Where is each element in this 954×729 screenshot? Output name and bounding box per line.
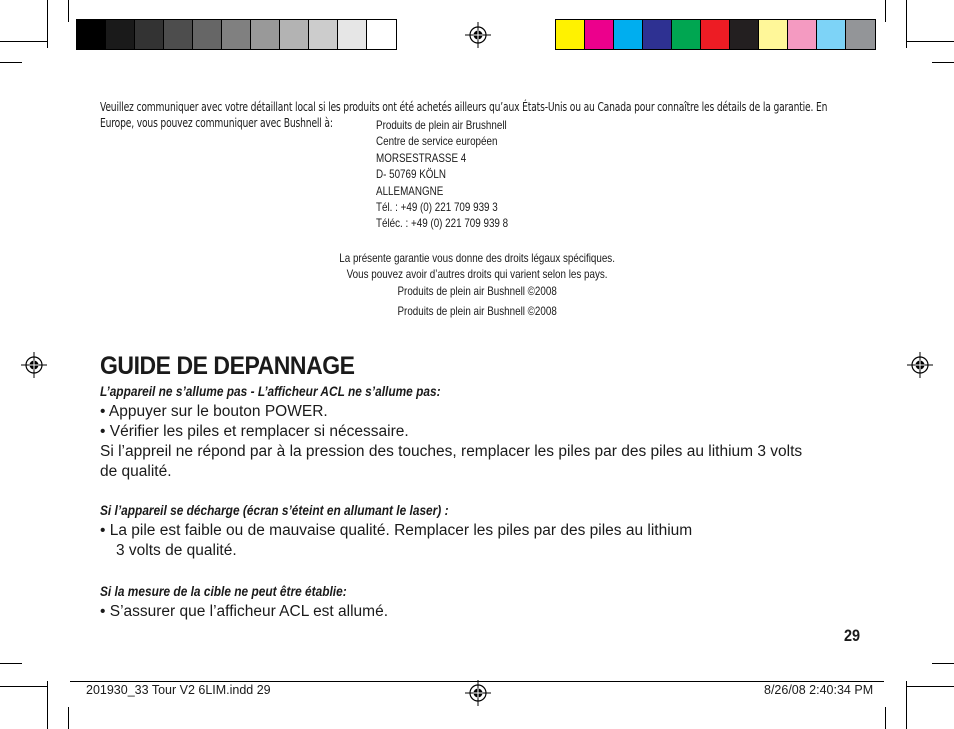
color-swatch	[614, 20, 643, 49]
bullet-item: • La pile est faible ou de mauvaise qualité. Remplacer les piles par des piles au lithium	[100, 522, 693, 539]
color-swatch	[338, 20, 367, 49]
slug-timestamp: 8/26/08 2:40:34 PM	[764, 683, 874, 697]
registration-mark-icon	[465, 22, 491, 48]
crop-mark	[0, 686, 48, 687]
bullet-continuation: 3 volts de qualité.	[116, 542, 237, 559]
color-swatch	[846, 20, 875, 49]
color-swatch	[135, 20, 164, 49]
crop-mark	[0, 62, 22, 63]
registration-mark-icon	[907, 352, 933, 378]
rights-line-1: La présente garantie vous donne des droits légaux spécifiques.	[339, 251, 615, 265]
color-swatch	[730, 20, 759, 49]
color-swatch	[193, 20, 222, 49]
warranty-line-1: Veuillez communiquer avec votre détaillant local si les produits ont été achetés ailleurs qu’aux États-Unis ou au Canada pour connaître les détails de la garantie. En	[100, 100, 828, 114]
address-line: Tél. : +49 (0) 221 709 939 3	[376, 200, 498, 215]
crop-mark	[932, 62, 954, 63]
bullet-item: • S’assurer que l’afficheur ACL est allumé.	[100, 603, 389, 620]
color-swatch	[164, 20, 193, 49]
address-line: ALLEMANGNE	[376, 183, 444, 198]
section-heading: Si l’appareil se décharge (écran s’éteint en allumant le laser) :	[100, 502, 449, 518]
address-line: Téléc. : +49 (0) 221 709 939 8	[376, 216, 509, 231]
crop-mark	[906, 41, 954, 42]
service-center-address	[376, 117, 508, 232]
color-swatch	[817, 20, 846, 49]
crop-mark	[47, 681, 48, 729]
crop-mark	[906, 686, 954, 687]
color-swatch	[759, 20, 788, 49]
address-line: Centre de service européen	[376, 134, 498, 149]
crop-mark	[0, 41, 48, 42]
color-swatch	[672, 20, 701, 49]
slug-filename: 201930_33 Tour V2 6LIM.indd 29	[86, 683, 271, 697]
page-title: GUIDE DE DEPANNAGE	[100, 352, 355, 380]
color-swatch	[309, 20, 338, 49]
bullet-item: • Vérifier les piles et remplacer si nécessaire.	[100, 423, 409, 440]
registration-mark-icon	[21, 352, 47, 378]
page-number: 29	[844, 626, 861, 645]
color-swatch	[367, 20, 396, 49]
crop-mark	[68, 0, 69, 22]
color-swatch	[585, 20, 614, 49]
color-swatch	[222, 20, 251, 49]
color-swatch	[77, 20, 106, 49]
copyright-line: Produits de plein air Bushnell ©2008	[397, 284, 557, 298]
grayscale-color-bar	[76, 19, 397, 50]
registration-mark-icon	[465, 680, 491, 706]
color-swatch	[556, 20, 585, 49]
body-text-line: Si l’appreil ne répond par à la pression des touches, remplacer les piles par des piles au lithium 3 volts	[100, 443, 803, 460]
address-line: Produits de plein air Brushnell	[376, 118, 507, 132]
section-heading: Si la mesure de la cible ne peut être établie:	[100, 583, 347, 599]
address-line: D- 50769 KÖLN	[376, 167, 447, 182]
crop-mark	[932, 663, 954, 664]
slug-border	[70, 681, 884, 682]
copyright-line: Produits de plein air Bushnell ©2008	[397, 304, 557, 318]
section-heading: L’appareil ne s’allume pas - L’afficheur ACL ne s’allume pas:	[100, 383, 441, 399]
body-text-line: de qualité.	[100, 463, 172, 480]
color-swatch	[280, 20, 309, 49]
warranty-line-2: Europe, vous pouvez communiquer avec Bushnell à:	[100, 116, 333, 130]
crop-mark	[885, 0, 886, 22]
bullet-item: • Appuyer sur le bouton POWER.	[100, 403, 328, 420]
crop-mark	[0, 663, 22, 664]
address-line: MORSESTRASSE 4	[376, 150, 467, 165]
crop-mark	[885, 707, 886, 729]
process-color-bar	[555, 19, 876, 50]
crop-mark	[906, 681, 907, 729]
color-swatch	[788, 20, 817, 49]
rights-line-2: Vous pouvez avoir d’autres droits qui varient selon les pays.	[346, 267, 608, 281]
color-swatch	[701, 20, 730, 49]
color-swatch	[251, 20, 280, 49]
color-swatch	[643, 20, 672, 49]
crop-mark	[68, 707, 69, 729]
color-swatch	[106, 20, 135, 49]
